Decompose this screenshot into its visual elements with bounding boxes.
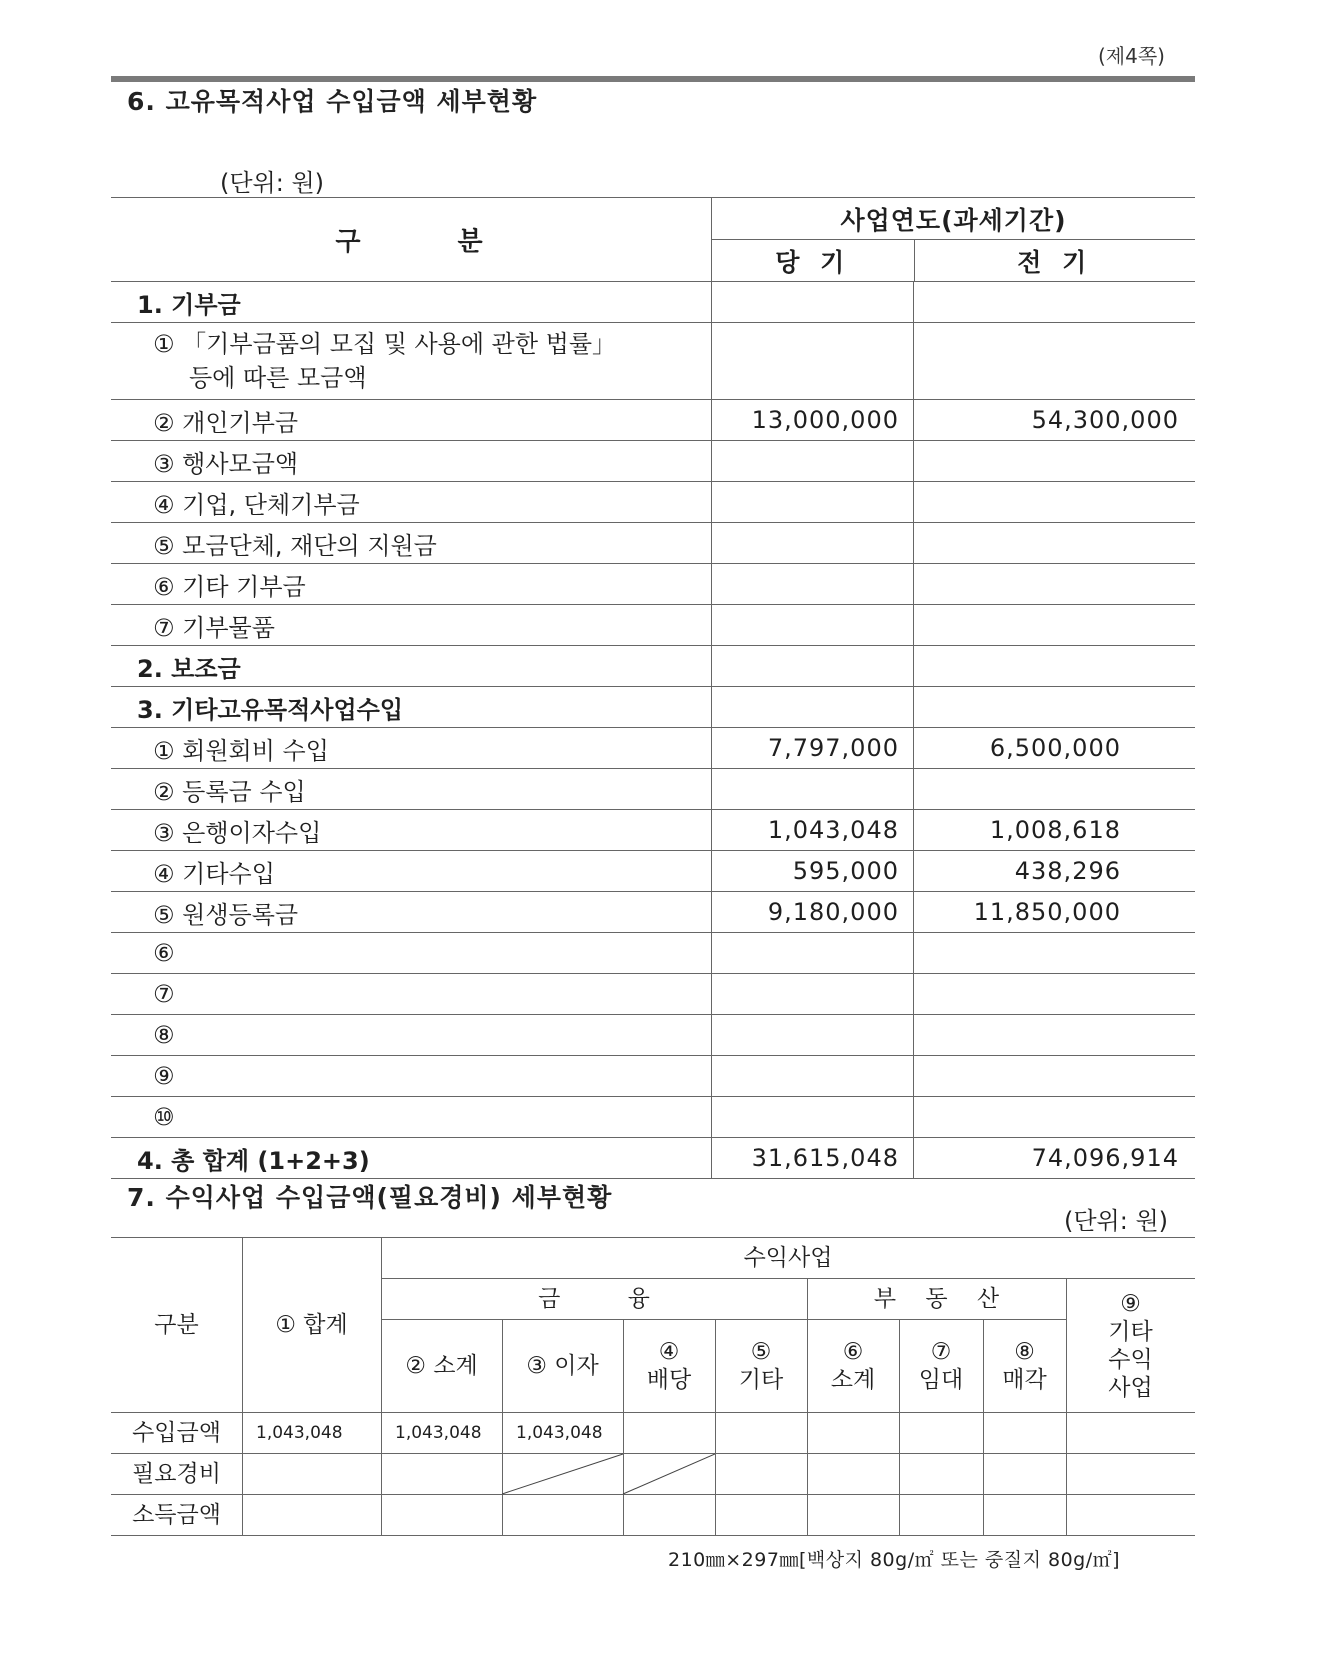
table-row xyxy=(111,645,1195,686)
row-label: ① 회원회비 수입 xyxy=(111,728,712,768)
row-label: ② 등록금 수입 xyxy=(111,769,712,809)
row-label: 필요경비 xyxy=(132,1461,221,1487)
row-label: ⑥ 기타 기부금 xyxy=(111,564,712,604)
previous-value xyxy=(914,1056,1195,1096)
row-label: ⑩ xyxy=(111,1097,712,1137)
row-label: 2. 보조금 xyxy=(111,646,712,686)
profit-business-table xyxy=(111,1237,1195,1536)
header-current: 당 기 xyxy=(712,240,915,281)
header-finance: 금 융 xyxy=(538,1286,650,1312)
table-row-total xyxy=(111,1137,1195,1179)
section7-unit: (단위: 원) xyxy=(1064,1207,1168,1235)
previous-value xyxy=(914,687,1195,727)
row-label: ③ 행사모금액 xyxy=(111,441,712,481)
header-re-subtotal xyxy=(807,1320,899,1412)
previous-value xyxy=(914,605,1195,645)
current-value xyxy=(712,605,914,645)
paper-spec-footer: 210㎜×297㎜[백상지 80g/㎡ 또는 중질지 80g/㎡] xyxy=(668,1549,1121,1571)
header-rent xyxy=(899,1320,983,1412)
diagonal-line xyxy=(623,1454,715,1494)
header-sale-num: ⑧ xyxy=(1014,1339,1035,1365)
table-row xyxy=(111,322,1195,399)
current-value xyxy=(712,564,914,604)
header-category: 구 분 xyxy=(111,198,712,281)
diagonal-line xyxy=(502,1454,623,1494)
header-other-line3: 사업 xyxy=(1108,1374,1153,1401)
table6-header xyxy=(111,197,1195,281)
current-value xyxy=(712,1056,914,1096)
current-value: 7,797,000 xyxy=(712,728,914,768)
table-row xyxy=(111,1014,1195,1055)
previous-value xyxy=(914,1097,1195,1137)
header-finance-other-num: ⑤ xyxy=(750,1339,772,1365)
row-label: ② 개인기부금 xyxy=(111,400,712,440)
table-row xyxy=(111,281,1195,322)
row-label: ⑤ 원생등록금 xyxy=(111,892,712,932)
interest-value xyxy=(502,1495,623,1535)
current-value: 31,615,048 xyxy=(712,1138,914,1178)
table-row xyxy=(111,850,1195,891)
row-label: ⑧ xyxy=(111,1015,712,1055)
table-row xyxy=(111,809,1195,850)
table-row xyxy=(111,1055,1195,1096)
header-dividend xyxy=(623,1320,715,1412)
header-category: 구분 xyxy=(154,1312,199,1338)
row-label: 3. 기타고유목적사업수입 xyxy=(111,687,712,727)
row-label-line1: ① 「기부금품의 모집 및 사용에 관한 법률」 xyxy=(153,330,617,358)
current-value xyxy=(712,933,914,973)
previous-value xyxy=(914,1015,1195,1055)
table-row xyxy=(111,727,1195,768)
current-value xyxy=(712,974,914,1014)
header-other-num: ⑨ xyxy=(1120,1290,1141,1317)
row-label: ⑦ xyxy=(111,974,712,1014)
section6-unit: (단위: 원) xyxy=(220,169,324,197)
table-row xyxy=(111,481,1195,522)
header-rent-num: ⑦ xyxy=(930,1339,952,1365)
table-row xyxy=(111,768,1195,809)
section7-title: 7. 수익사업 수입금액(필요경비) 세부현황 xyxy=(127,1183,613,1212)
previous-value xyxy=(914,933,1195,973)
finance-subtotal-value xyxy=(381,1454,502,1494)
current-value: 1,043,048 xyxy=(712,810,914,850)
header-dividend-label: 배당 xyxy=(646,1367,692,1393)
current-value: 595,000 xyxy=(712,851,914,891)
current-value xyxy=(712,1097,914,1137)
row-label: 수입금액 xyxy=(132,1420,221,1446)
previous-value: 11,850,000 xyxy=(973,898,1121,926)
header-period: 사업연도(과세기간) xyxy=(712,198,1195,240)
current-value: 9,180,000 xyxy=(712,892,914,932)
page-number: (제4쪽) xyxy=(1098,44,1165,68)
table-row xyxy=(111,932,1195,973)
row-label: 4. 총 합계 (1+2+3) xyxy=(111,1138,712,1178)
total-value xyxy=(242,1495,381,1535)
previous-value: 438,296 xyxy=(1014,857,1121,885)
diagonal-strike xyxy=(502,1453,715,1495)
previous-value xyxy=(914,646,1195,686)
row-label xyxy=(111,323,712,399)
row-label: 1. 기부금 xyxy=(111,282,712,322)
header-re-subtotal-num: ⑥ xyxy=(842,1339,864,1365)
row-label: ⑨ xyxy=(111,1056,712,1096)
previous-value: 54,300,000 xyxy=(1031,406,1179,434)
header-sale-label: 매각 xyxy=(1002,1367,1047,1393)
row-label: ⑤ 모금단체, 재단의 지원금 xyxy=(111,523,712,563)
current-value xyxy=(712,523,914,563)
header-sale xyxy=(983,1320,1066,1412)
current-value xyxy=(712,323,914,399)
row-label: 소득금액 xyxy=(132,1502,221,1528)
row-label: ⑥ xyxy=(111,933,712,973)
interest-value: 1,043,048 xyxy=(516,1423,603,1443)
row-label: ④ 기타수입 xyxy=(111,851,712,891)
total-value xyxy=(242,1454,381,1494)
current-value xyxy=(712,1015,914,1055)
row-label-line2: 등에 따른 모금액 xyxy=(189,364,367,392)
current-value: 13,000,000 xyxy=(712,400,914,440)
previous-value xyxy=(914,564,1195,604)
current-value xyxy=(712,282,914,322)
previous-value xyxy=(914,523,1195,563)
previous-value: 6,500,000 xyxy=(989,734,1121,762)
current-value xyxy=(712,482,914,522)
previous-value xyxy=(914,282,1195,322)
header-previous: 전 기 xyxy=(1017,247,1093,277)
header-re-subtotal-label: 소계 xyxy=(830,1367,876,1393)
header-total: ① 합계 xyxy=(275,1312,348,1338)
previous-value: 74,096,914 xyxy=(1031,1144,1179,1172)
current-value xyxy=(712,687,914,727)
table-row xyxy=(111,686,1195,727)
header-other-business xyxy=(1066,1279,1195,1412)
current-value xyxy=(712,646,914,686)
header-finance-other xyxy=(715,1320,807,1412)
header-finance-subtotal: ② 소계 xyxy=(405,1353,478,1379)
income-detail-table xyxy=(111,197,1195,1179)
table-row xyxy=(111,440,1195,481)
header-dividend-num: ④ xyxy=(658,1339,680,1365)
table-row xyxy=(111,973,1195,1014)
table-row xyxy=(111,522,1195,563)
row-label: ③ 은행이자수입 xyxy=(111,810,712,850)
table-row xyxy=(111,604,1195,645)
current-value xyxy=(712,769,914,809)
header-rent-label: 임대 xyxy=(918,1367,964,1393)
previous-value xyxy=(914,323,1195,399)
table-row xyxy=(111,1096,1195,1137)
row-label: ④ 기업, 단체기부금 xyxy=(111,482,712,522)
current-value xyxy=(712,441,914,481)
previous-value xyxy=(914,769,1195,809)
table-row xyxy=(111,563,1195,604)
header-profit-business: 수익사업 xyxy=(743,1245,833,1271)
row-label: ⑦ 기부물품 xyxy=(111,605,712,645)
header-other-line1: 기타 xyxy=(1108,1318,1153,1345)
total-value: 1,043,048 xyxy=(256,1423,343,1443)
previous-value xyxy=(914,482,1195,522)
header-interest: ③ 이자 xyxy=(526,1353,599,1379)
previous-value xyxy=(914,441,1195,481)
table-row xyxy=(111,399,1195,440)
section6-title: 6. 고유목적사업 수입금액 세부현황 xyxy=(127,87,538,116)
header-real-estate: 부 동 산 xyxy=(873,1286,1000,1312)
header-finance-other-label: 기타 xyxy=(738,1367,784,1393)
table-row xyxy=(111,891,1195,932)
header-other-line2: 수익 xyxy=(1108,1346,1153,1373)
previous-value: 1,008,618 xyxy=(989,816,1121,844)
previous-value xyxy=(914,974,1195,1014)
finance-subtotal-value: 1,043,048 xyxy=(395,1423,482,1443)
finance-subtotal-value xyxy=(381,1495,502,1535)
